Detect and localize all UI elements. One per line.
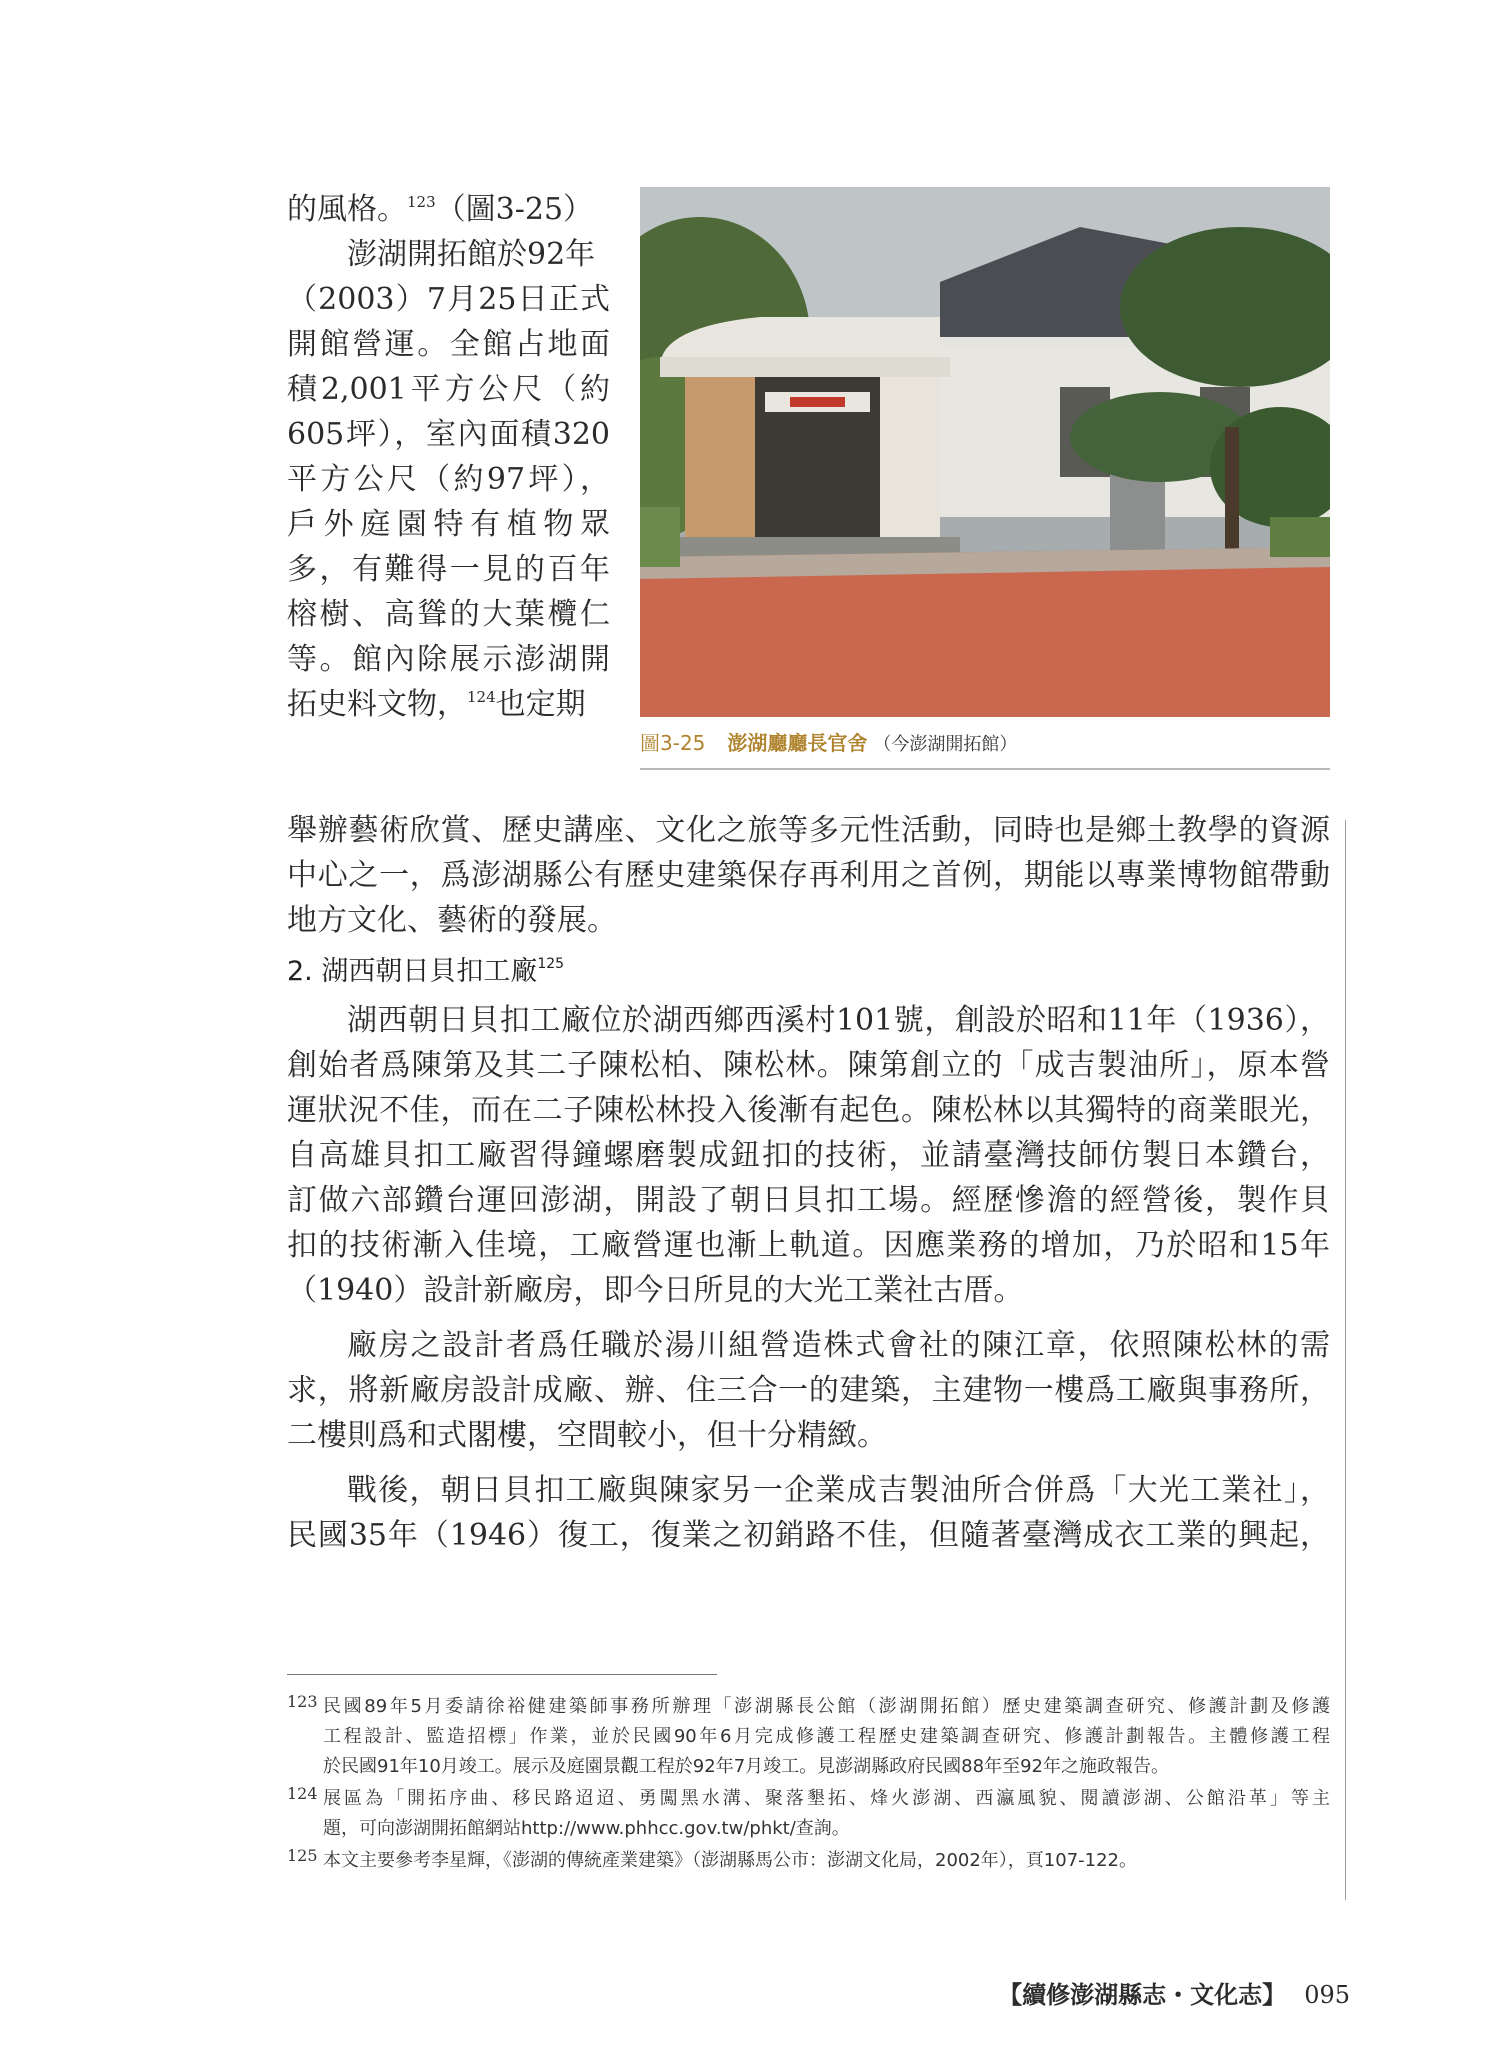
text-line <box>287 682 610 727</box>
text-line: （2003）7月25日正式 <box>287 282 610 317</box>
paragraph-start-line: 湖西朝日貝扣工廠位於湖西鄉西溪村101號，創設於昭和11年（1936）， <box>347 1003 1330 1038</box>
paragraph-gap <box>287 1313 1330 1323</box>
footnote-number: 125 <box>287 1846 318 1865</box>
text-line: 多，有難得一見的百年 <box>287 552 610 587</box>
text-line: 民國35年（1946）復工，復業之初銷路不佳，但隨著臺灣成衣工業的興起， <box>287 1518 1330 1553</box>
footnote <box>287 1784 1330 1844</box>
footnote-ref: 123 <box>407 193 436 211</box>
text-line: 等。館內除展示澎湖開 <box>287 642 610 677</box>
text-line: 扣的技術漸入佳境，工廠營運也漸上軌道。因應業務的增加，乃於昭和15年 <box>287 1228 1330 1263</box>
footnote-number: 124 <box>287 1784 318 1803</box>
paragraph-start-line <box>287 232 610 277</box>
text-line: 運狀況不佳，而在二子陳松林投入後漸有起色。陳松林以其獨特的商業眼光， <box>287 1093 1330 1128</box>
text-run: 拓史料文物， <box>287 687 467 722</box>
footnote-ref: 124 <box>467 688 496 706</box>
footnote <box>287 1692 1330 1782</box>
paragraph-start-line: 戰後，朝日貝扣工廠與陳家另一企業成吉製油所合併爲「大光工業社」， <box>347 1473 1330 1508</box>
running-title: 【續修澎湖縣志・文化志】 <box>998 1980 1287 2009</box>
text-run: （圖3-25） <box>435 192 594 227</box>
text-line: 自高雄貝扣工廠習得鐘螺磨製成鈕扣的技術，並請臺灣技師仿製日本鑽台， <box>287 1138 1330 1173</box>
text-line: 二樓則爲和式閣樓，空間較小，但十分精緻。 <box>287 1418 887 1453</box>
footnote-line: 民國89年5月委請徐裕健建築師事務所辦理「澎湖縣長公館（澎湖開拓館）歷史建築調查研究、修護計劃及修護 <box>323 1696 1330 1717</box>
text-line: 開館營運。全館占地面 <box>287 327 610 362</box>
text-line: 地方文化、藝術的發展。 <box>287 903 617 938</box>
text-line: 創始者爲陳第及其二子陳松柏、陳松林。陳第創立的「成吉製油所」，原本營 <box>287 1048 1330 1083</box>
figure-title: 澎湖廳廳長官舍 <box>727 731 868 755</box>
footnote-line: 展區為「開拓序曲、移民路迢迢、勇闖黑水溝、聚落墾拓、烽火澎湖、西瀛風貌、閱讀澎湖、公館沿革」等主 <box>323 1788 1330 1809</box>
figure-number: 圖3-25 <box>640 731 706 755</box>
figure-caption <box>640 727 1330 770</box>
margin-rule <box>1345 820 1346 1900</box>
footnotes <box>287 1692 1330 1878</box>
text-line: 中心之一，爲澎湖縣公有歷史建築保存再利用之首例，期能以專業博物館帶動 <box>287 858 1330 893</box>
narrow-text-column <box>287 187 610 727</box>
building-photo-illustration <box>640 187 1330 717</box>
text-line <box>287 187 610 232</box>
figure-note: （今澎湖開拓館） <box>873 734 1018 755</box>
footnote <box>287 1846 1330 1876</box>
heading-text: 2. 湖西朝日貝扣工廠 <box>287 956 538 987</box>
main-text <box>287 808 1330 1558</box>
footnote-ref: 125 <box>537 956 565 972</box>
footnote-line: 題，可向澎湖開拓館網站http://www.phhcc.gov.tw/phkt/查詢。 <box>323 1818 850 1839</box>
figure-photo <box>640 187 1330 717</box>
page-footer <box>998 1975 1350 2010</box>
text-line: 積2,001平方公尺（約 <box>287 372 610 407</box>
text-line: 榕樹、高聳的大葉欖仁 <box>287 597 610 632</box>
footnote-line: 工程設計、監造招標」作業，並於民國90年6月完成修護工程歷史建築調查研究、修護計劃報告。主體修護工程 <box>323 1726 1330 1747</box>
text-line: （1940）設計新廠房，即今日所見的大光工業社古厝。 <box>287 1273 1024 1308</box>
figure <box>640 187 1330 770</box>
page-number: 095 <box>1304 1981 1350 2009</box>
text-line: 求，將新廠房設計成廠、辦、住三合一的建築，主建物一樓爲工廠與事務所， <box>287 1373 1330 1408</box>
footnote-number: 123 <box>287 1692 318 1711</box>
text-line: 605坪），室內面積320 <box>287 417 610 452</box>
paragraph-gap <box>287 1458 1330 1468</box>
text-run: 的風格。 <box>287 192 407 227</box>
section-heading <box>287 949 1330 994</box>
text-line: 訂做六部鑽台運回澎湖，開設了朝日貝扣工場。經歷慘澹的經營後，製作貝 <box>287 1183 1330 1218</box>
footnote-line: 於民國91年10月竣工。展示及庭園景觀工程於92年7月竣工。見澎湖縣政府民國88年至92年之施政報告。 <box>323 1756 1169 1777</box>
paragraph-start-line: 廠房之設計者爲任職於湯川組營造株式會社的陳江章，依照陳松林的需 <box>347 1328 1330 1363</box>
text-run: 也定期 <box>495 687 586 722</box>
text-run: 澎湖開拓館於92年 <box>347 237 596 272</box>
text-line: 平方公尺（約97坪）， <box>287 462 610 497</box>
text-line: 舉辦藝術欣賞、歷史講座、文化之旅等多元性活動，同時也是鄉土教學的資源 <box>287 813 1330 848</box>
footnote-line: 本文主要參考李星輝，《澎湖的傳統產業建築》（澎湖縣馬公市：澎湖文化局，2002年），頁107-122。 <box>323 1850 1138 1871</box>
text-line: 戶外庭園特有植物眾 <box>287 507 610 542</box>
footnote-separator <box>287 1674 717 1675</box>
